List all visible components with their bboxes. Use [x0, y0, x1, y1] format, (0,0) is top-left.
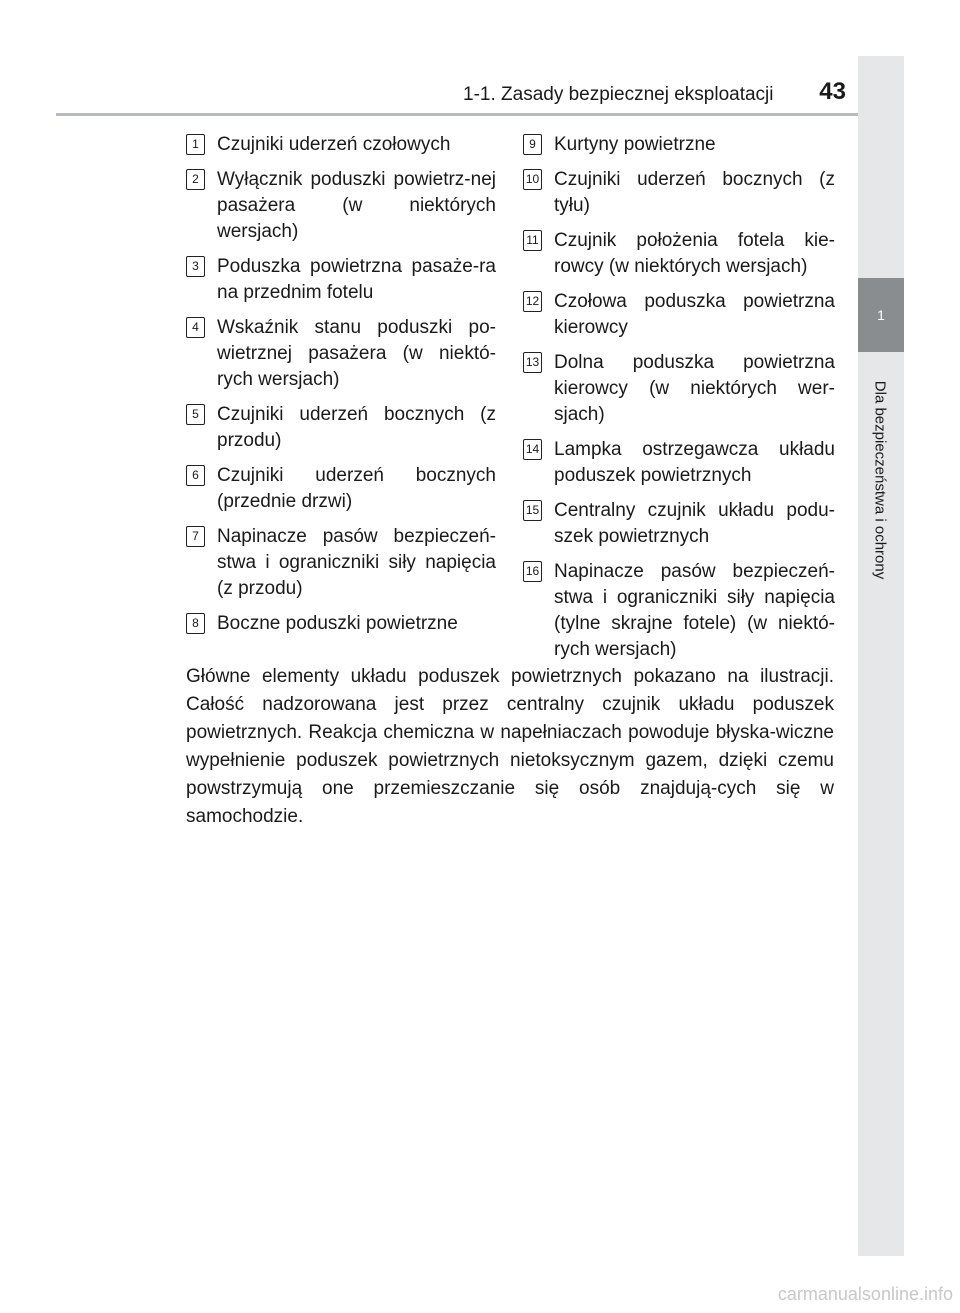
legend-item: [523, 350, 835, 428]
page-number: 43: [819, 78, 846, 105]
header-rule: [56, 113, 902, 116]
legend-text: Napinacze pasów bezpieczeń-stwa i ograniczniki siły napięcia (tylne skrajne fotele) (w niektó-rych wersjach): [554, 561, 835, 660]
legend-item: [523, 228, 835, 280]
legend-number: 2: [186, 169, 205, 190]
legend-text: Wskaźnik stanu poduszki po-wietrznej pasażera (w niektó-rych wersjach): [217, 317, 496, 390]
footer-watermark: carmanualsonline.info: [777, 1284, 953, 1304]
legend-item: [186, 315, 496, 393]
legend-text: Wyłącznik poduszki powietrz-nej pasażera (w niektórych wersjach): [217, 169, 496, 242]
legend-item: [186, 524, 496, 602]
legend-text: Lampka ostrzegawcza układu poduszek powietrznych: [554, 439, 835, 486]
legend-item: [186, 132, 496, 158]
legend-text: Kurtyny powietrzne: [554, 134, 716, 155]
legend-number: 15: [523, 500, 542, 521]
legend-item: [523, 289, 835, 341]
legend-number: 14: [523, 439, 542, 460]
legend-left-column: [186, 132, 496, 646]
chapter-side-tab: [858, 56, 904, 1256]
legend-text: Boczne poduszki powietrzne: [217, 613, 458, 634]
legend-number: 4: [186, 317, 205, 338]
legend-item: [523, 437, 835, 489]
legend-number: 1: [186, 134, 205, 155]
body-paragraph: Główne elementy układu poduszek powietrznych pokazano na ilustracji. Całość nadzorowana jest przez centralny czujnik układu poduszek powietrznych. Reakcja chemiczna w napełniaczach powoduje błyska-wiczne wypełnienie poduszek powietrznych nietoksycznym gazem, dzięki czemu powstrzymują one przemieszczanie się osób znajdują-cych się w samochodzie.: [186, 666, 834, 827]
legend-item: [186, 463, 496, 515]
legend-number: 12: [523, 291, 542, 312]
legend-item: [523, 559, 835, 663]
legend-item: [186, 611, 496, 637]
legend-item: [523, 498, 835, 550]
legend-text: Czujniki uderzeń czołowych: [217, 134, 451, 155]
legend-text: Centralny czujnik układu podu-szek powietrznych: [554, 500, 835, 547]
legend-number: 6: [186, 465, 205, 486]
running-header-title: 1-1. Zasady bezpiecznej eksploatacji: [463, 84, 774, 105]
legend-number: 10: [523, 169, 542, 190]
chapter-number-marker: 1: [858, 278, 904, 352]
legend-number: 11: [523, 230, 542, 251]
legend-text: Czujniki uderzeń bocznych (przednie drzwi): [217, 465, 496, 512]
legend-text: Poduszka powietrzna pasaże-ra na przednim fotelu: [217, 256, 496, 303]
legend-text: Czujniki uderzeń bocznych (z tyłu): [554, 169, 835, 216]
legend-number: 8: [186, 613, 205, 634]
legend-number: 9: [523, 134, 542, 155]
legend-text: Czujniki uderzeń bocznych (z przodu): [217, 404, 496, 451]
legend-text: Dolna poduszka powietrzna kierowcy (w niektórych wer-sjach): [554, 352, 835, 425]
legend-number: 3: [186, 256, 205, 277]
legend-number: 16: [523, 561, 542, 582]
legend-number: 13: [523, 352, 542, 373]
legend-right-column: [523, 132, 835, 672]
legend-item: [186, 167, 496, 245]
legend-text: Czujnik położenia fotela kie-rowcy (w niektórych wersjach): [554, 230, 835, 277]
chapter-title-vertical: Dla bezpieczeństwa i ochrony: [871, 380, 889, 580]
legend-item: [523, 132, 835, 158]
legend-text: Napinacze pasów bezpieczeń-stwa i ograniczniki siły napięcia (z przodu): [217, 526, 496, 599]
legend-item: [523, 167, 835, 219]
legend-item: [186, 254, 496, 306]
legend-item: [186, 402, 496, 454]
legend-number: 5: [186, 404, 205, 425]
legend-text: Czołowa poduszka powietrzna kierowcy: [554, 291, 835, 338]
legend-number: 7: [186, 526, 205, 547]
